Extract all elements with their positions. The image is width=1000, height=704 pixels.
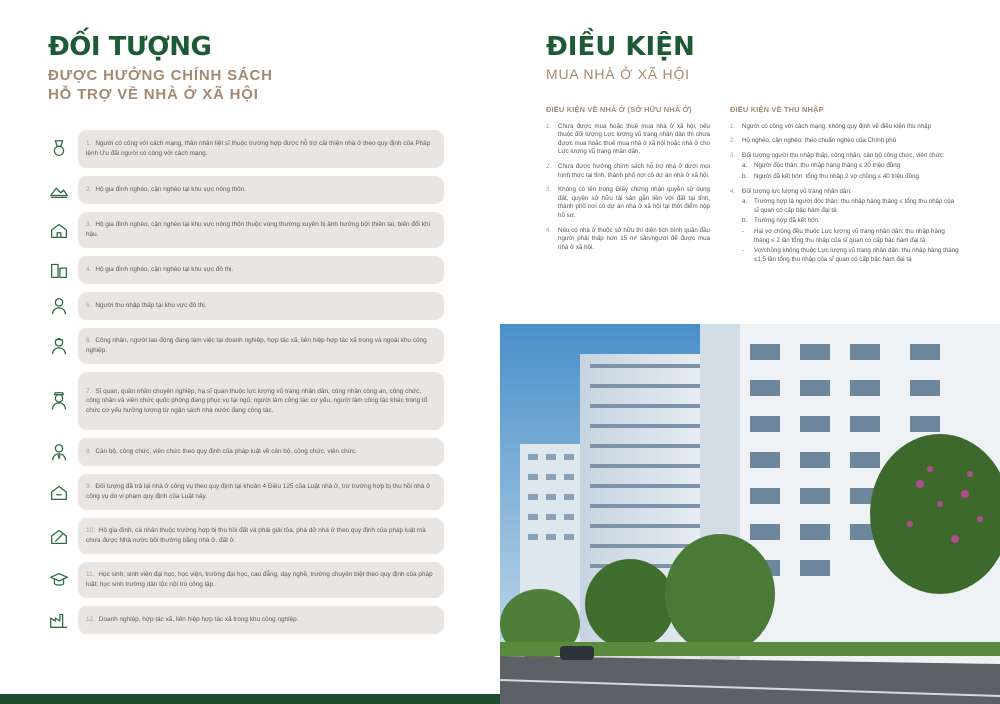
income-sub-item [730,228,960,245]
item-text: Người thu nhập thấp tại khu vực đô thị. [95,302,207,310]
item-text: Người có công với cách mạng: không quy định về điều kiện thu nhập [742,122,932,130]
housing-conditions-heading: ĐIỀU KIỆN VỀ NHÀ Ở (SỞ HỮU NHÀ Ở) [546,105,692,114]
housing-conditions-list [546,123,710,253]
beneficiary-item [40,292,444,320]
item-text: Sĩ quan, quân nhân chuyên nghiệp, hạ sĩ quan thuộc lực lượng vũ trang nhân dân, công nhân công an, công chức, công nhân và viên chức quốc phòng đang phục vụ tại ngũ; người làm công tác cơ yếu, người làm công tác khác trong tổ chức cơ yếu hưởng lương từ ngân sách nhà nước đang công tác. [86,387,428,414]
beneficiary-text-box [78,438,444,466]
footer-bar [0,694,500,704]
house-return-icon [40,474,78,510]
item-number: 3. [546,186,552,194]
beneficiary-text-box [78,130,444,168]
beneficiary-item [40,438,444,466]
beneficiary-item [40,518,444,554]
beneficiary-text-box [78,176,444,204]
income-sub-item [730,173,960,182]
sub-mark: - [742,227,745,235]
item-number: 1. [546,122,552,130]
beneficiary-item [40,176,444,204]
item-text: Người có công với cách mạng, thân nhân liệt sĩ thuộc trường hợp được hỗ trợ cải thiện nhà ở theo quy định của Pháp lệnh Ưu đãi người có công với cách mạng. [86,140,431,157]
land-recovery-icon [40,518,78,554]
item-text: Doanh nghiệp, hợp tác xã, liên hiệp hợp tác xã trong khu công nghiệp. [98,616,299,624]
item-text: Chưa được mua hoặc thuê mua nhà ở xã hội, nếu thuộc đối tượng Lực lượng vũ trang nhân dân thì chưa được mua hoặc thuê mua nhà ở xã hội hoặc nhà ở cho Lực lượng vũ trang nhân dân. [558,122,710,156]
item-number: 1. [730,122,736,130]
income-sub-item [730,162,960,171]
city-building-icon [40,256,78,284]
housing-condition-item [546,227,710,253]
item-text: Hộ gia đình nghèo, cận nghèo tại khu vực nông thôn. [95,186,247,194]
conditions-title: ĐIỀU KIỆN [546,32,695,62]
medal-icon [40,130,78,168]
housing-condition-item [546,123,710,157]
income-sub-item [730,217,960,226]
soldier-icon [40,372,78,430]
beneficiary-text-box [78,292,444,320]
item-text: Cán bộ, công chức, viên chức theo quy định của pháp luật về cán bộ, công chức, viên chức. [95,448,357,456]
item-number: 4. [86,266,92,274]
sub-mark: - [742,247,745,255]
item-number: 5. [86,302,92,310]
income-condition-item [730,152,960,182]
subtitle-line-2: HỖ TRỢ VỀ NHÀ Ở XÃ HỘI [48,86,259,103]
item-text: Hộ nghèo, cận nghèo: theo chuẩn nghèo của Chính phủ [742,137,897,145]
laborer-icon [40,328,78,364]
income-condition-item [730,137,960,146]
income-sub-item [730,247,960,264]
item-number: 2. [86,186,92,194]
sub-text: Vợ/chồng không thuộc Lực lượng vũ trang nhân dân: thu nhập hàng tháng ≤1,5 lần tổng thu nhập của sĩ quan có cấp bậc hàm đại tá [754,247,959,263]
sub-text: Hai vợ chồng đều thuộc Lực lượng vũ trang nhân dân: thu nhập hàng tháng ≤ 2 lần tổng thu nhập của sĩ quan có cấp bậc hàm đại tá [754,227,945,244]
item-number: 10. [86,527,95,535]
worker-icon [40,292,78,320]
item-number: 8. [86,448,92,456]
item-number: 6. [86,337,92,345]
item-text: Đối tượng đã trả lại nhà ở công vụ theo quy định tại khoản 4 Điều 125 của Luật nhà ở, trừ trường hợp bị thu hồi nhà ở công vụ do vi phạm quy định của Luật này. [86,483,431,500]
beneficiary-item [40,474,444,510]
subtitle-line-1: ĐƯỢC HƯỞNG CHÍNH SÁCH [48,67,273,84]
income-conditions-heading: ĐIỀU KIỆN VỀ THU NHẬP [730,105,824,114]
page-subtitle [48,66,273,104]
income-condition-item [730,123,960,132]
beneficiary-item [40,562,444,598]
apartment-photo [500,324,1000,704]
item-number: 3. [86,221,92,229]
beneficiary-text-box [78,328,444,364]
sub-text: Người đã kết hôn: tổng thu nhập 2 vợ chồng ≤ 40 triệu đồng [754,172,919,180]
beneficiary-text-box [78,518,444,554]
item-text: Chưa được hưởng chính sách hỗ trợ nhà ở dưới mọi hình thức tại tỉnh, thành phố nơi có dự án nhà ở xã hội. [558,162,710,179]
sub-mark: a. [742,162,748,170]
item-number: 9. [86,483,92,491]
beneficiary-item [40,328,444,364]
item-text: Đối tượng lực lượng vũ trang nhân dân: [742,187,852,195]
student-icon [40,562,78,598]
beneficiary-text-box [78,372,444,430]
beneficiary-text-box [78,474,444,510]
item-number: 11. [86,571,95,579]
factory-icon [40,606,78,634]
right-page [500,0,1000,704]
item-number: 2. [730,137,736,145]
housing-conditions [546,106,710,258]
item-number: 2. [546,162,552,170]
sub-mark: a. [742,198,748,206]
income-conditions [730,106,960,270]
item-text: Hộ gia đình, cá nhân thuộc trường hợp bị thu hồi đất và phải giải tỏa, phá dỡ nhà ở theo quy định của pháp luật mà chưa được Nhà nước bồi thường bằng nhà ở, đất ở. [86,527,426,544]
item-number: 4. [546,226,552,234]
income-sub-item [730,198,960,215]
item-number: 12. [86,616,95,624]
beneficiary-list [40,130,444,642]
sub-mark: b. [742,172,748,180]
disaster-house-icon [40,212,78,248]
item-text: Đối tượng người thu nhập thấp, công nhân, cán bộ công chức, viên chức: [742,151,945,159]
sub-text: Trường hợp là người độc thân: thu nhập hàng tháng ≤ tổng thu nhập của sĩ quan có cấp bậc hàm đại tá [754,198,955,214]
beneficiary-text-box [78,562,444,598]
beneficiary-text-box [78,606,444,634]
sub-text: Người độc thân: thu nhập hàng tháng ≤ 20 triệu đồng [754,162,901,170]
income-condition-item [730,188,960,265]
item-number: 7. [86,387,92,395]
housing-condition-item [546,186,710,220]
beneficiary-text-box [78,256,444,284]
income-conditions-list [730,123,960,265]
sub-mark: b. [742,217,748,225]
beneficiary-item [40,130,444,168]
beneficiary-item [40,372,444,430]
item-text: Công nhân, người lao động đang làm việc tại doanh nghiệp, hợp tác xã, liên hiệp hợp tác xã trong và ngoài khu công nghiệp. [86,337,427,354]
item-number: 4. [730,187,736,195]
beneficiary-item [40,212,444,248]
item-number: 1. [86,140,92,148]
conditions-subtitle: MUA NHÀ Ở XÃ HỘI [546,66,690,82]
beneficiary-item [40,256,444,284]
officer-icon [40,438,78,466]
page-title: ĐỐI TƯỢNG [48,32,212,62]
sub-text: Trường hợp đã kết hôn: [754,217,820,225]
farmland-icon [40,176,78,204]
housing-condition-item [546,163,710,180]
item-text: Hộ gia đình nghèo, cận nghèo tại khu vực đô thị. [95,266,234,274]
item-text: Nếu có nhà ở thuộc sở hữu thì diện tích bình quân đầu người phải thấp hơn 15 m² sàn/người để được mua nhà ở xã hội. [558,226,710,251]
beneficiary-item [40,606,444,634]
item-text: Học sinh, sinh viên đại học, học viện, trường đại học, cao đẳng, dạy nghề, trường chuyên biệt theo quy định của pháp luật; học sinh trường dân tộc nội trú công lập. [86,571,433,588]
item-text: Không có tên trong Giấy chứng nhận quyền sử dụng đất, quyền sở hữu tài sản gắn liền với đất tại tỉnh, thành phố nơi có dự án nhà ở xã hội tại thời điểm nộp hồ sơ. [558,186,710,219]
item-number: 3. [730,151,736,159]
beneficiary-text-box [78,212,444,248]
item-text: Hộ gia đình nghèo, cận nghèo tại khu vực nông thôn thuộc vùng thường xuyên bị ảnh hưởng bởi thiên tai, biến đổi khí hậu. [86,221,431,238]
